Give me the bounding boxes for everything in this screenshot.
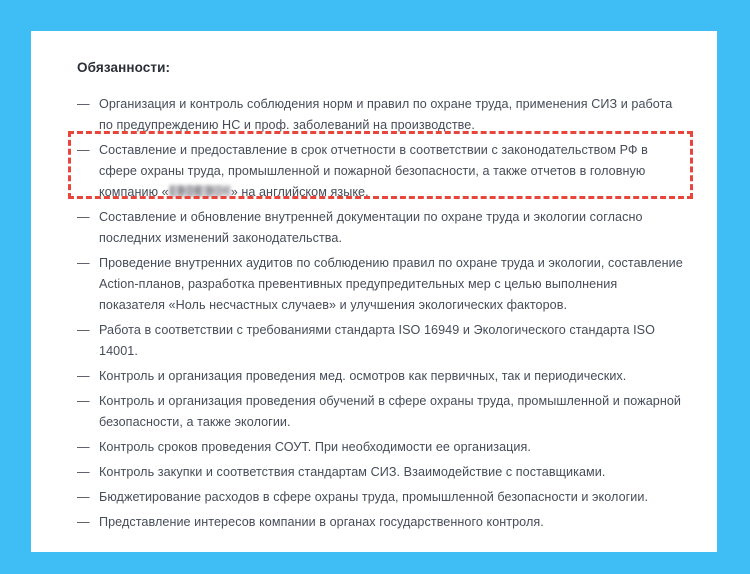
document-card	[31, 31, 717, 552]
list-item-text: Контроль сроков проведения СОУТ. При необходимости ее организация.	[99, 440, 531, 454]
em-dash-icon: —	[77, 143, 90, 157]
em-dash-icon: —	[77, 369, 90, 383]
em-dash-icon: —	[77, 97, 90, 111]
list-item-text: Контроль и организация проведения мед. осмотров как первичных, так и периодических.	[99, 369, 627, 383]
list-item-text: Организация и контроль соблюдения норм и правил по охране труда, применения СИЗ и работа по предупреждению НС и проф. заболеваний на производстве.	[99, 97, 673, 132]
em-dash-icon: —	[77, 490, 90, 504]
list-item	[77, 253, 685, 316]
em-dash-icon: —	[77, 515, 90, 529]
list-item-text: Контроль закупки и соответствия стандартам СИЗ. Взаимодействие с поставщиками.	[99, 465, 606, 479]
list-item-text: Контроль и организация проведения обучений в сфере охраны труда, промышленной и пожарной безопасности, а также экологии.	[99, 394, 682, 429]
list-item	[77, 487, 685, 508]
em-dash-icon: —	[77, 256, 90, 270]
list-item	[77, 366, 685, 387]
em-dash-icon: —	[77, 323, 90, 337]
duties-list	[77, 94, 685, 533]
list-item	[77, 512, 685, 533]
list-item	[77, 437, 685, 458]
em-dash-icon: —	[77, 210, 90, 224]
list-item	[77, 320, 685, 362]
list-item-text	[99, 140, 685, 203]
list-item-text: Проведение внутренних аудитов по соблюдению правил по охране труда и экологии, составление Action-планов, разработка превентивных предупредительных мер с целью выполнения показателя «Ноль несчастных случаев» и улучшения экологических факторов.	[99, 256, 683, 312]
list-item-text: Бюджетирование расходов в сфере охраны труда, промышленной безопасности и экологии.	[99, 490, 649, 504]
redacted-company-name	[169, 185, 231, 197]
list-item	[77, 462, 685, 483]
em-dash-icon: —	[77, 465, 90, 479]
list-item	[77, 391, 685, 433]
list-item	[77, 94, 685, 136]
list-item	[77, 207, 685, 249]
em-dash-icon: —	[77, 394, 90, 408]
list-item-text: Составление и обновление внутренней документации по охране труда и экологии согласно последних изменений законодательства.	[99, 210, 643, 245]
list-item-highlighted	[77, 140, 685, 203]
highlighted-text-before-redaction: Составление и предоставление в срок отчетности в соответствии с законодательством РФ в сфере охраны труда, промышленной и пожарной безопасности, а также отчетов в головную компанию «	[99, 143, 648, 199]
document-content	[77, 59, 685, 537]
em-dash-icon: —	[77, 440, 90, 454]
list-item-text: Представление интересов компании в органах государственного контроля.	[99, 515, 544, 529]
list-item-text: Работа в соответствии с требованиями стандарта ISO 16949 и Экологического стандарта ISO 14001.	[99, 323, 655, 358]
page-title: Обязанности:	[77, 60, 171, 75]
highlighted-text-after-redaction: » на английском языке.	[230, 185, 369, 199]
